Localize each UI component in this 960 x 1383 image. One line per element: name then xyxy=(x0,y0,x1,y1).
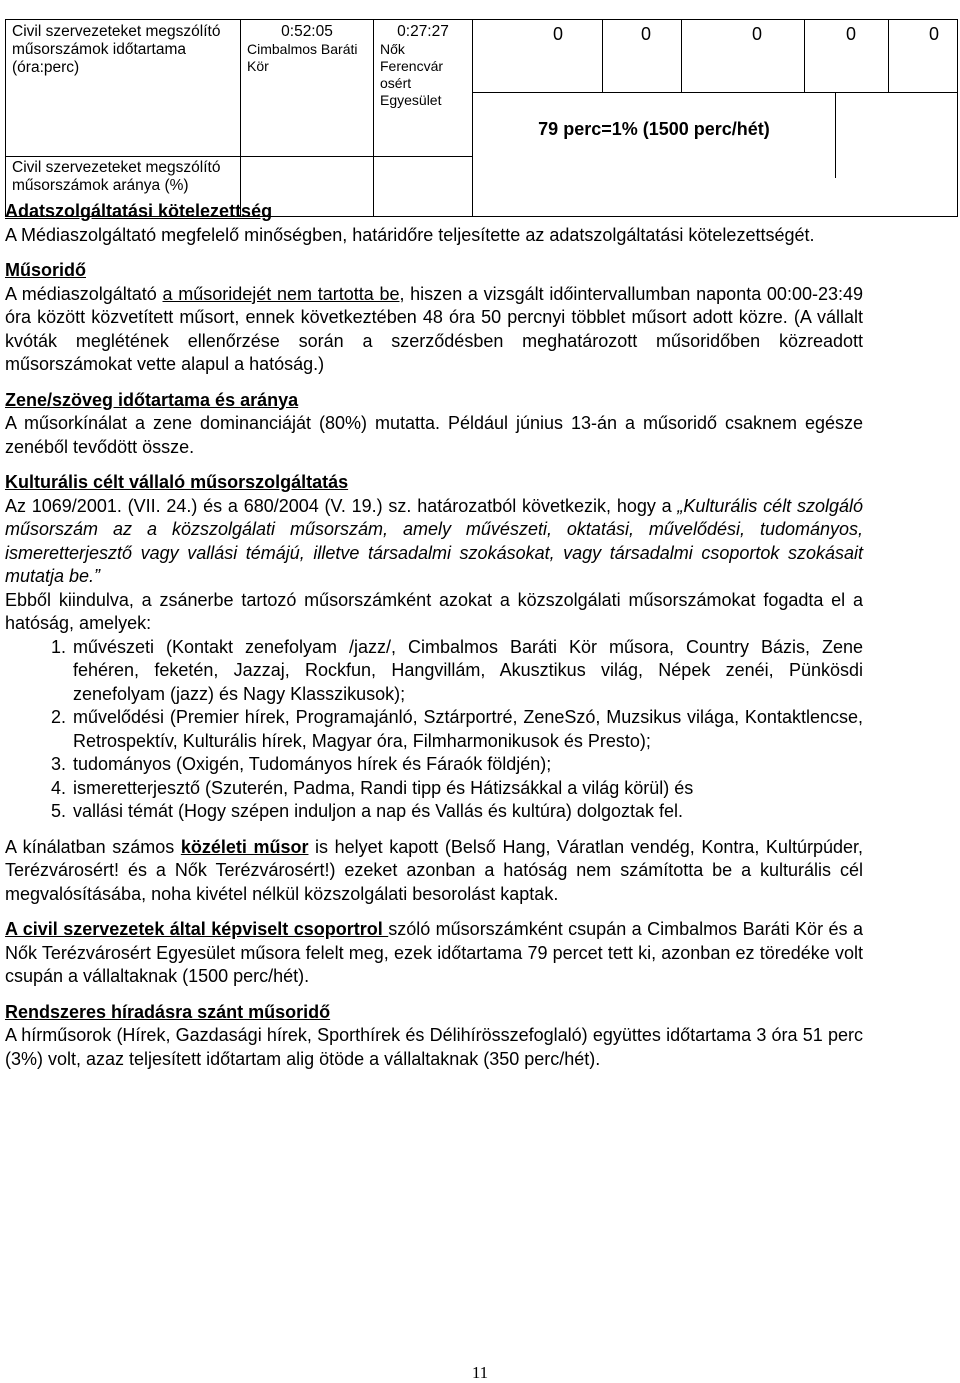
text-span: is helyet kapott (Belső Hang, Váratlan vendég, Kontra, Kultúrpúder, Terézvárosért! és a Nők Terézvárosért!) ezeket azonban a hatóság nem számította be a kulturális cél megvalósításába, noha kivétel nélkül közszolgálati besorolást kaptak. xyxy=(5,836,863,904)
document-body xyxy=(5,200,863,1071)
bold-underlined-text: közéleti műsor xyxy=(180,836,309,857)
paragraph: Ebből kiindulva, a zsánerbe tartozó műsorszámként azokat a közszolgálati műsorszámokat fogadta el a hatóság, amelyek: xyxy=(5,589,863,633)
text-span: , hiszen a vizsgált időintervallumban naponta 00:00-23:49 óra között közvetített műsort, ennek következtében 48 óra 50 percnyi többlet műsort adott közre. (A vállalt kvóták meglétének ellenőrzése során a szerződésben meghatározott műsoridőben közreadott műsorszámokat vette alapul a hatóság.) xyxy=(5,283,864,374)
zero-value: 0 xyxy=(553,24,564,44)
section-heading: Kulturális célt vállaló műsorszolgáltatás xyxy=(5,472,349,492)
paragraph xyxy=(5,495,863,589)
zero-value: 0 xyxy=(641,24,652,44)
underlined-text: a műsoridejét nem tartotta be xyxy=(162,283,400,304)
text-span: A kínálatban számos xyxy=(5,836,181,857)
zero-value: 0 xyxy=(846,24,857,44)
paragraph: A műsorkínálat a zene dominanciáját (80%) mutatta. Például június 13-án a műsoridő csaknem egésze zenéből tevődött össze. xyxy=(5,413,863,457)
text-span: A médiaszolgáltató xyxy=(5,283,163,304)
list-item: 5. vallási témát (Hogy szépen induljon a nap és Vallás és kultúra) dolgoztak fel. xyxy=(71,800,863,824)
section-heading: Rendszeres híradásra szánt műsoridő xyxy=(5,1001,331,1022)
list-item: 4. ismeretterjesztő (Szuterén, Padma, Randi tipp és Hátizsákkal a világ körül) és xyxy=(71,777,863,801)
list-item: 1. művészeti (Kontakt zenefolyam /jazz/, Cimbalmos Baráti Kör műsora, Country Bázis, Zene fehéren, feketén, Jazzaj, Rockfun, Hangvillám, Akusztikus világ, Népek zenéi, Pünkösdi zenefolyam (jazz) és Nagy Klasszikusok); xyxy=(71,636,863,707)
table-cell xyxy=(374,20,473,157)
ratio-value: 79 perc=1% (1500 perc/hét) xyxy=(538,119,770,139)
paragraph xyxy=(5,283,863,377)
zero-value: 0 xyxy=(752,24,763,44)
paragraph xyxy=(5,918,863,989)
genre-list xyxy=(5,636,863,824)
list-item: 3. tudományos (Oxigén, Tudományos hírek és Fáraók földjén); xyxy=(71,753,863,777)
paragraph xyxy=(5,836,863,907)
page-number: 11 xyxy=(471,1363,489,1382)
paragraph: A Médiaszolgáltató megfelelő minőségben, határidőre teljesítette az adatszolgáltatási kötelezettségét. xyxy=(5,224,815,245)
section-heading: Műsoridő xyxy=(5,260,86,280)
text-span: szóló műsorszámként csupán a Cimbalmos Baráti Kör és a Nők Terézvárosért Egyesület műsora felelt meg, ezek időtartama 79 percet tett ki, azonban ez töredéke volt csupán a vállaltaknak (1500 perc/hét). xyxy=(5,919,863,986)
stats-table xyxy=(5,19,958,217)
section-heading: Zene/szöveg időtartama és aránya xyxy=(5,389,299,410)
table-cell-label: Civil szervezeteket megszólító műsorszámok aránya (%) xyxy=(6,157,241,217)
zero-value: 0 xyxy=(929,24,940,44)
org-name: Nők Ferencvár osért Egyesület xyxy=(380,41,444,108)
bold-underlined-text: A civil szervezetek által képviselt csoportrol xyxy=(5,919,389,939)
table-cell xyxy=(241,20,374,157)
table-row xyxy=(6,20,958,157)
time-value: 0:27:27 xyxy=(397,23,449,40)
table-cell-label: Civil szervezeteket megszólító műsorszámok időtartama (óra:perc) xyxy=(6,20,241,157)
time-value: 0:52:05 xyxy=(281,23,333,40)
italic-quote: „Kulturális célt szolgáló műsorszám az a közszolgálati műsorszám, amely művészeti, oktatási, művelődési, tudományos, ismeretterjesztő vagy vallási témájú, illetve társadalmi szokásokat, vagy társadalmi csoportok szokásait mutatja be.” xyxy=(5,495,863,586)
table-cell-values xyxy=(473,20,958,217)
paragraph: A hírműsorok (Hírek, Gazdasági hírek, Sporthírek és Délihírösszefoglaló) együttes időtartama 3 óra 51 perc (3%) volt, azaz teljesített időtartam alig ötöde a vállaltaknak (350 perc/hét). xyxy=(5,1025,863,1069)
text-span: Az 1069/2001. (VII. 24.) és a 680/2004 (V. 19.) sz. határozatból következik, hogy a xyxy=(5,495,678,516)
list-item: 2. művelődési (Premier hírek, Programajánló, Sztárportré, ZeneSzó, Muzsikus világa, Kontaktlencse, Retrospektív, Kulturális hírek, Magyar óra, Filmharmonikusok és Presto); xyxy=(71,706,863,753)
org-name: Cimbalmos Baráti Kör xyxy=(247,41,358,74)
section-heading: Adatszolgáltatási kötelezettség xyxy=(5,201,273,221)
